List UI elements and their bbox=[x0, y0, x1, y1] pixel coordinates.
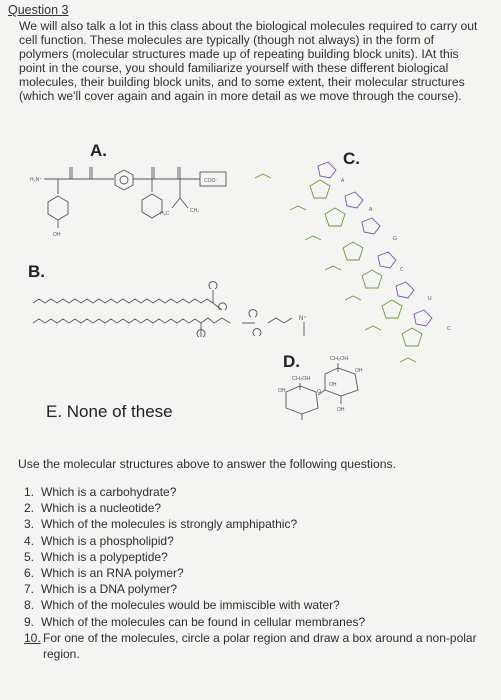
list-item bbox=[24, 565, 484, 581]
molecule-c-rna-strand bbox=[255, 162, 451, 362]
question-number: 1. bbox=[24, 485, 35, 499]
a-c-terminus: COO⁻ bbox=[204, 178, 219, 184]
question-text: Which is a phospholipid? bbox=[41, 533, 174, 548]
molecule-b-phospholipid bbox=[33, 282, 307, 337]
a-n-terminus: H₃N⁺ bbox=[30, 177, 42, 183]
label-a: A. bbox=[90, 141, 107, 160]
question-text: Which is a carbohydrate? bbox=[41, 485, 177, 499]
c-base-c1: C bbox=[400, 267, 404, 273]
molecule-d-carbohydrate bbox=[278, 356, 363, 420]
question-text: Which is an RNA polymer? bbox=[41, 566, 184, 581]
d-oh-left: OH bbox=[278, 388, 286, 394]
d-ch2oh-left: CH₂OH bbox=[292, 376, 311, 382]
label-c: C. bbox=[343, 149, 360, 168]
question-number: 6. bbox=[24, 566, 35, 581]
c-base-a2: A bbox=[369, 207, 373, 213]
a-hydroxyl: OH bbox=[53, 232, 61, 238]
question-number: 9. bbox=[24, 614, 35, 629]
a-ring-2 bbox=[115, 170, 133, 190]
d-oh-bottom-right: OH bbox=[337, 407, 345, 413]
d-glycosidic-oxygen: O bbox=[317, 389, 321, 395]
b-choline-nitrogen: N⁺ bbox=[299, 316, 307, 322]
question-text: Which of the molecules is strongly amphipathic? bbox=[41, 517, 298, 532]
list-item bbox=[24, 516, 484, 532]
question-number: 7. bbox=[24, 582, 35, 597]
d-oh-mid: OH bbox=[329, 382, 337, 388]
question-number: 8. bbox=[24, 598, 35, 613]
list-item bbox=[24, 597, 484, 613]
b-fatty-acid-tail-2 bbox=[33, 319, 201, 323]
question-text: Which of the molecules would be immiscible with water? bbox=[41, 598, 340, 613]
b-fatty-acid-tail-1 bbox=[33, 299, 213, 303]
c-base-c2: C bbox=[447, 326, 451, 332]
list-item bbox=[24, 630, 484, 662]
c-base-a1: A bbox=[341, 178, 345, 184]
list-item bbox=[24, 533, 484, 549]
a-methyl: CH₃ bbox=[190, 208, 200, 214]
label-e-none-of-these: E. None of these bbox=[46, 402, 173, 421]
label-d: D. bbox=[283, 352, 300, 371]
label-b: B. bbox=[28, 262, 45, 281]
d-ch2oh-right: CH₂OH bbox=[330, 356, 349, 362]
a-phenyl-ring-1 bbox=[48, 196, 68, 220]
question-text: Which of the molecules can be found in cellular membranes? bbox=[41, 614, 366, 629]
question-number: 4. bbox=[24, 533, 35, 548]
list-item bbox=[24, 614, 484, 630]
question-text: Which is a polypeptide? bbox=[41, 549, 168, 564]
a-methyl-left: H₃C bbox=[160, 211, 170, 217]
c-base-u: U bbox=[428, 296, 432, 302]
question-number: 3. bbox=[24, 517, 35, 532]
question-number: 2. bbox=[24, 501, 35, 516]
question-number: 10. bbox=[24, 630, 41, 645]
c-base-g: G bbox=[393, 236, 397, 242]
list-item bbox=[24, 500, 484, 516]
intro-paragraph: We will also talk a lot in this class about the biological molecules required to carry out cell function. These molecules are typically (though not always) in the form of polymers (molecular structures made up of repeating building block units). IAt this point in the course, you should familiarize yourself with these different biological molecules, their building block units, and to some extent, their molecular structures (which we'll cover again and again in more detail as we move through the course). bbox=[19, 19, 478, 103]
list-item bbox=[24, 581, 484, 597]
question-text: For one of the molecules, circle a polar region and draw a box around a non-polar region. bbox=[43, 630, 477, 662]
question-list bbox=[24, 484, 484, 662]
question-text: Which is a DNA polymer? bbox=[41, 582, 178, 597]
a-carboxyl-box bbox=[200, 172, 226, 186]
molecule-a-polypeptide bbox=[30, 167, 226, 238]
question-text: Which is a nucleotide? bbox=[41, 501, 162, 516]
list-item bbox=[24, 484, 484, 500]
d-ring-left bbox=[286, 386, 318, 414]
d-oh-top-right: OH bbox=[355, 368, 363, 374]
instructions: Use the molecular structures above to answer the following questions. bbox=[18, 457, 397, 471]
question-title: Question 3 bbox=[8, 3, 69, 17]
list-item bbox=[24, 549, 484, 565]
a-phenyl-ring-3 bbox=[142, 194, 162, 218]
d-ring-right bbox=[325, 368, 358, 396]
question-number: 5. bbox=[24, 549, 35, 564]
